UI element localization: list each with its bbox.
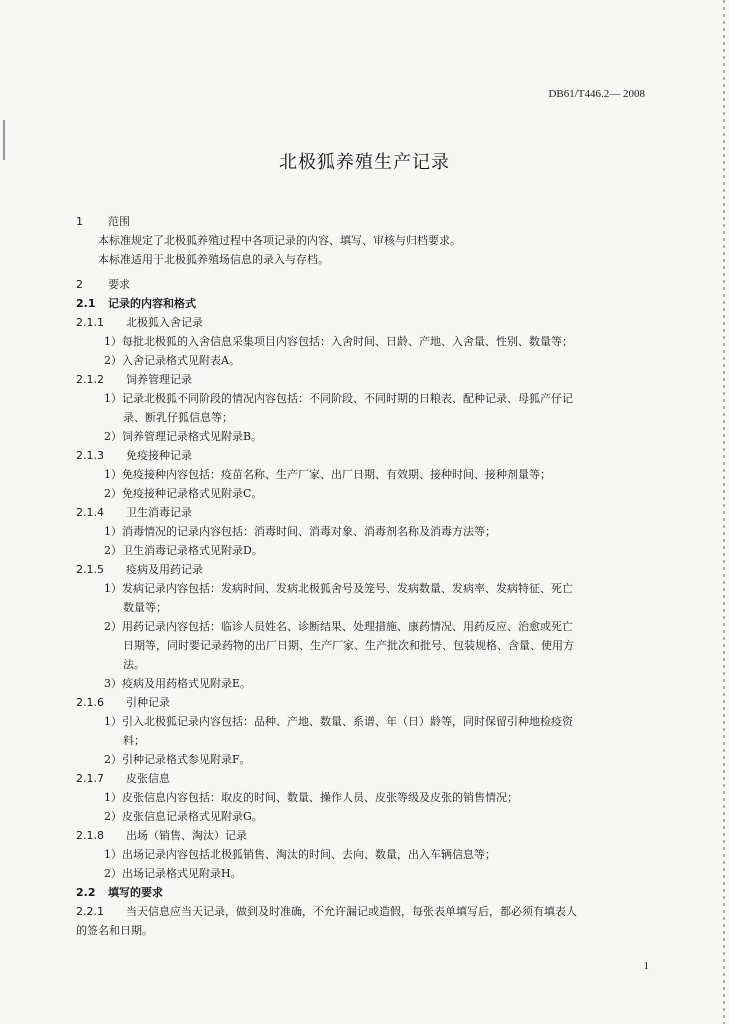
section-heading <box>76 212 651 231</box>
body-line: 1）出场记录内容包括北极狐销售、淘汰的时间、去向、数量，出入车辆信息等； <box>104 848 496 861</box>
body-line: 日期等，同时要记录药物的出厂日期、生产厂家、生产批次和批号、包装规格、含量、使用方 <box>123 639 574 652</box>
section-heading-text: 饲养管理记录 <box>126 373 192 386</box>
section-heading-text: 疫病及用药记录 <box>126 563 203 576</box>
section-heading-text: 免疫接种记录 <box>126 449 192 462</box>
section-number: 2.1.1 <box>76 316 104 329</box>
section-number: 2.1.8 <box>76 829 104 842</box>
section-number: 2 <box>76 278 83 291</box>
section-number: 2.1.4 <box>76 506 104 519</box>
section-number: 2.1.5 <box>76 563 104 576</box>
section-heading-text: 北极狐入舍记录 <box>126 316 203 329</box>
body-line: 2）入舍记录格式见附表A。 <box>104 354 240 367</box>
body-line: 2）饲养管理记录格式见附录B。 <box>104 430 263 443</box>
section-heading <box>76 560 651 579</box>
body-line: 本标准适用于北极狐养殖场信息的录入与存档。 <box>98 253 329 266</box>
section-heading <box>76 446 651 465</box>
section-heading <box>76 902 651 921</box>
body-line: 料； <box>123 734 145 747</box>
body-line: 2）免疫接种记录格式见附录C。 <box>104 487 263 500</box>
section-number: 2.1.7 <box>76 772 104 785</box>
body-line: 1）免疫接种内容包括：疫苗名称、生产厂家、出厂日期、有效期、接种时间、接种剂量等； <box>104 468 551 481</box>
section-heading-text: 要求 <box>108 278 130 291</box>
section-number: 1 <box>76 215 83 228</box>
section-number: 2.2 <box>76 886 96 899</box>
section-number: 2.1 <box>76 297 96 310</box>
body-line: 本标准规定了北极狐养殖过程中各项记录的内容、填写、审核与归档要求。 <box>98 234 461 247</box>
section-heading <box>76 313 651 332</box>
section-heading-text: 当天信息应当天记录，做到及时准确，不允许漏记或造假，每张表单填写后，都必须有填表人 <box>126 905 577 918</box>
section-heading <box>76 693 651 712</box>
section-heading-text: 出场（销售、淘汰）记录 <box>126 829 247 842</box>
body-line: 2）用药记录内容包括：临诊人员姓名、诊断结果、处理措施、康药情况、用药反应、治愈或死亡 <box>104 620 573 633</box>
body-line: 3）疫病及用药格式见附录E。 <box>104 677 252 690</box>
section-heading-text: 引种记录 <box>126 696 170 709</box>
body-line: 数量等； <box>123 601 167 614</box>
section-heading <box>76 294 651 313</box>
body-line: 1）记录北极狐不同阶段的情况内容包括：不同阶段、不同时期的日粮表、配种记录、母狐产仔记 <box>104 392 573 405</box>
page-number: 1 <box>643 960 649 972</box>
section-heading <box>76 275 651 294</box>
section-heading-text: 卫生消毒记录 <box>126 506 192 519</box>
section-heading <box>76 883 651 902</box>
section-number: 2.1.6 <box>76 696 104 709</box>
body-line: 1）引入北极狐记录内容包括：品种、产地、数量、系谱、年（日）龄等，同时保留引种地检疫资 <box>104 715 573 728</box>
section-number: 2.1.2 <box>76 373 104 386</box>
body-line: 2）卫生消毒记录格式见附录D。 <box>104 544 263 557</box>
section-number: 2.2.1 <box>76 905 104 918</box>
section-heading <box>76 826 651 845</box>
body-line: 2）出场记录格式见附录H。 <box>104 867 242 880</box>
document-body <box>76 206 651 940</box>
section-number: 2.1.3 <box>76 449 104 462</box>
section-heading-text: 范围 <box>108 215 130 228</box>
body-line: 1）消毒情况的记录内容包括：消毒时间、消毒对象、消毒剂名称及消毒方法等； <box>104 525 496 538</box>
section-heading <box>76 503 651 522</box>
section-heading <box>76 370 651 389</box>
section-heading <box>76 769 651 788</box>
body-line: 录、断乳仔狐信息等； <box>123 411 233 424</box>
body-line: 的签名和日期。 <box>76 924 153 937</box>
section-heading-text: 皮张信息 <box>126 772 170 785</box>
body-line: 2）引种记录格式参见附录F。 <box>104 753 251 766</box>
page-title: 北极狐养殖生产记录 <box>279 152 450 173</box>
body-line: 1）皮张信息内容包括：取皮的时间、数量、操作人员、皮张等级及皮张的销售情况； <box>104 791 518 804</box>
body-line: 2）皮张信息记录格式见附录G。 <box>104 810 263 823</box>
standard-code: DB61/T446.2— 2008 <box>548 88 645 100</box>
body-line: 1）发病记录内容包括：发病时间、发病北极狐舍号及笼号、发病数量、发病率、发病特征、死亡 <box>104 582 573 595</box>
section-heading-text: 记录的内容和格式 <box>108 297 196 310</box>
body-line: 法。 <box>123 658 145 671</box>
body-line: 1）每批北极狐的入舍信息采集项目内容包括：入舍时间、日龄、产地、入舍量、性别、数量等； <box>104 335 573 348</box>
section-heading-text: 填写的要求 <box>108 886 163 899</box>
